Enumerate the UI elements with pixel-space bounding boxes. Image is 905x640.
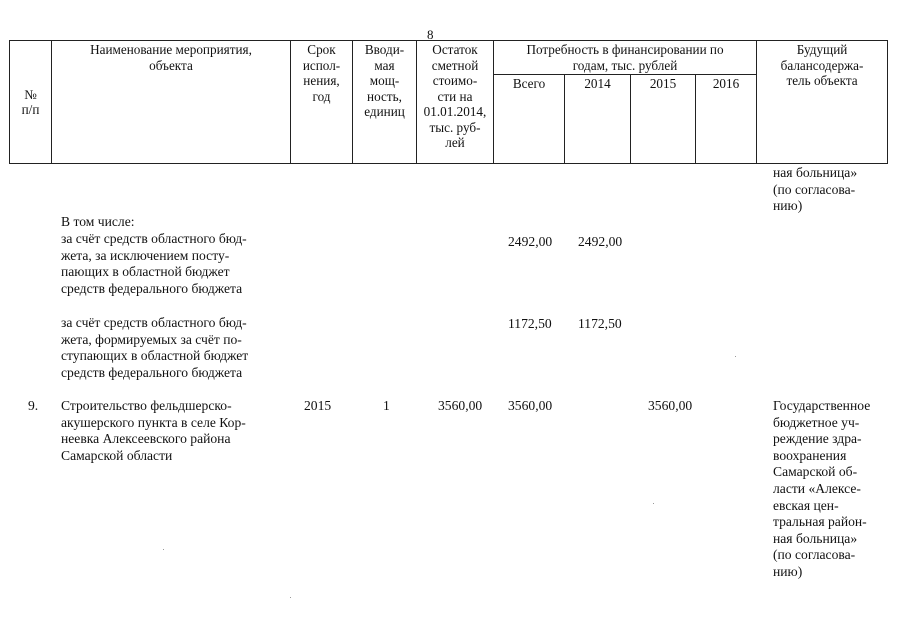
- continuation-holder: [773, 165, 885, 215]
- row9-remainder: 3560,00: [438, 398, 483, 413]
- text-line: воохранения: [773, 447, 847, 463]
- row9-capacity: 1: [383, 398, 390, 413]
- row9-total: 3560,00: [508, 398, 553, 413]
- text-line: за счёт средств областного бюд-: [61, 231, 247, 246]
- text-line: бюджетное уч-: [773, 414, 860, 430]
- header-remainder: Остаток сметной стоимо- сти на 01.01.2014, тыс. руб- лей: [417, 41, 494, 164]
- continuation-line: нию): [773, 198, 803, 214]
- scan-speck: [290, 597, 291, 598]
- header-holder: Будущий балансодержа- тель объекта: [757, 41, 888, 164]
- scan-speck: [735, 356, 736, 357]
- page-number: 8: [427, 27, 434, 42]
- text-line: неевка Алексеевского района: [61, 431, 231, 447]
- header-2014: 2014: [565, 75, 631, 164]
- continuation-line: ная больница»: [773, 165, 858, 180]
- subtotal-intro: В том числе:: [61, 214, 135, 229]
- text-line: пающих в областной бюджет: [61, 264, 230, 280]
- text-line: средств федерального бюджета: [61, 364, 243, 380]
- text-line: реждение здра-: [773, 431, 862, 447]
- header-capacity: Вводи- мая мощ- ность, единиц: [353, 41, 417, 164]
- header-funding: Потребность в финансировании по годам, тыс. рублей: [494, 41, 757, 75]
- text-line: Строительство фельдшерско-: [61, 398, 232, 413]
- header-term: Срок испол- нения, год: [291, 41, 353, 164]
- scan-speck: [653, 503, 654, 504]
- subtotal-line1-2014: 2492,00: [578, 234, 623, 249]
- header-total: Всего: [494, 75, 565, 164]
- row9-holder: [773, 398, 885, 581]
- table-header: [9, 40, 888, 164]
- text-line: (по согласова-: [773, 547, 856, 563]
- subtotal-line1-total: 2492,00: [508, 234, 553, 249]
- text-line: евская цен-: [773, 497, 839, 513]
- text-line: средств федерального бюджета: [61, 280, 243, 296]
- subtotal-line1-text: [61, 231, 286, 297]
- header-name: Наименование мероприятия, объекта: [52, 41, 291, 164]
- text-line: тральная район-: [773, 514, 867, 530]
- text-line: за счёт средств областного бюд-: [61, 315, 247, 330]
- text-line: ласти «Алексе-: [773, 480, 861, 496]
- subtotal-line2-text: [61, 315, 286, 381]
- row9-name: [61, 398, 286, 464]
- row9-term: 2015: [304, 398, 332, 413]
- text-line: ная больница»: [773, 530, 858, 546]
- header-no: № п/п: [10, 41, 52, 164]
- text-line: жета, за исключением посту-: [61, 247, 230, 263]
- text-line: Самарской об-: [773, 464, 858, 480]
- row9-no: 9.: [28, 398, 39, 413]
- scan-speck: [163, 549, 164, 550]
- text-line: акушерского пункта в селе Кор-: [61, 414, 246, 430]
- text-line: жета, формируемых за счёт по-: [61, 331, 242, 347]
- header-2015: 2015: [631, 75, 696, 164]
- text-line: Государственное: [773, 398, 871, 413]
- text-line: ступающих в областной бюджет: [61, 348, 249, 364]
- text-line: Самарской области: [61, 447, 173, 463]
- continuation-line: (по согласова-: [773, 181, 856, 197]
- subtotal-line2-2014: 1172,50: [578, 316, 622, 331]
- header-2016: 2016: [696, 75, 757, 164]
- subtotal-line2-total: 1172,50: [508, 316, 552, 331]
- text-line: нию): [773, 563, 803, 579]
- row9-2015: 3560,00: [648, 398, 693, 413]
